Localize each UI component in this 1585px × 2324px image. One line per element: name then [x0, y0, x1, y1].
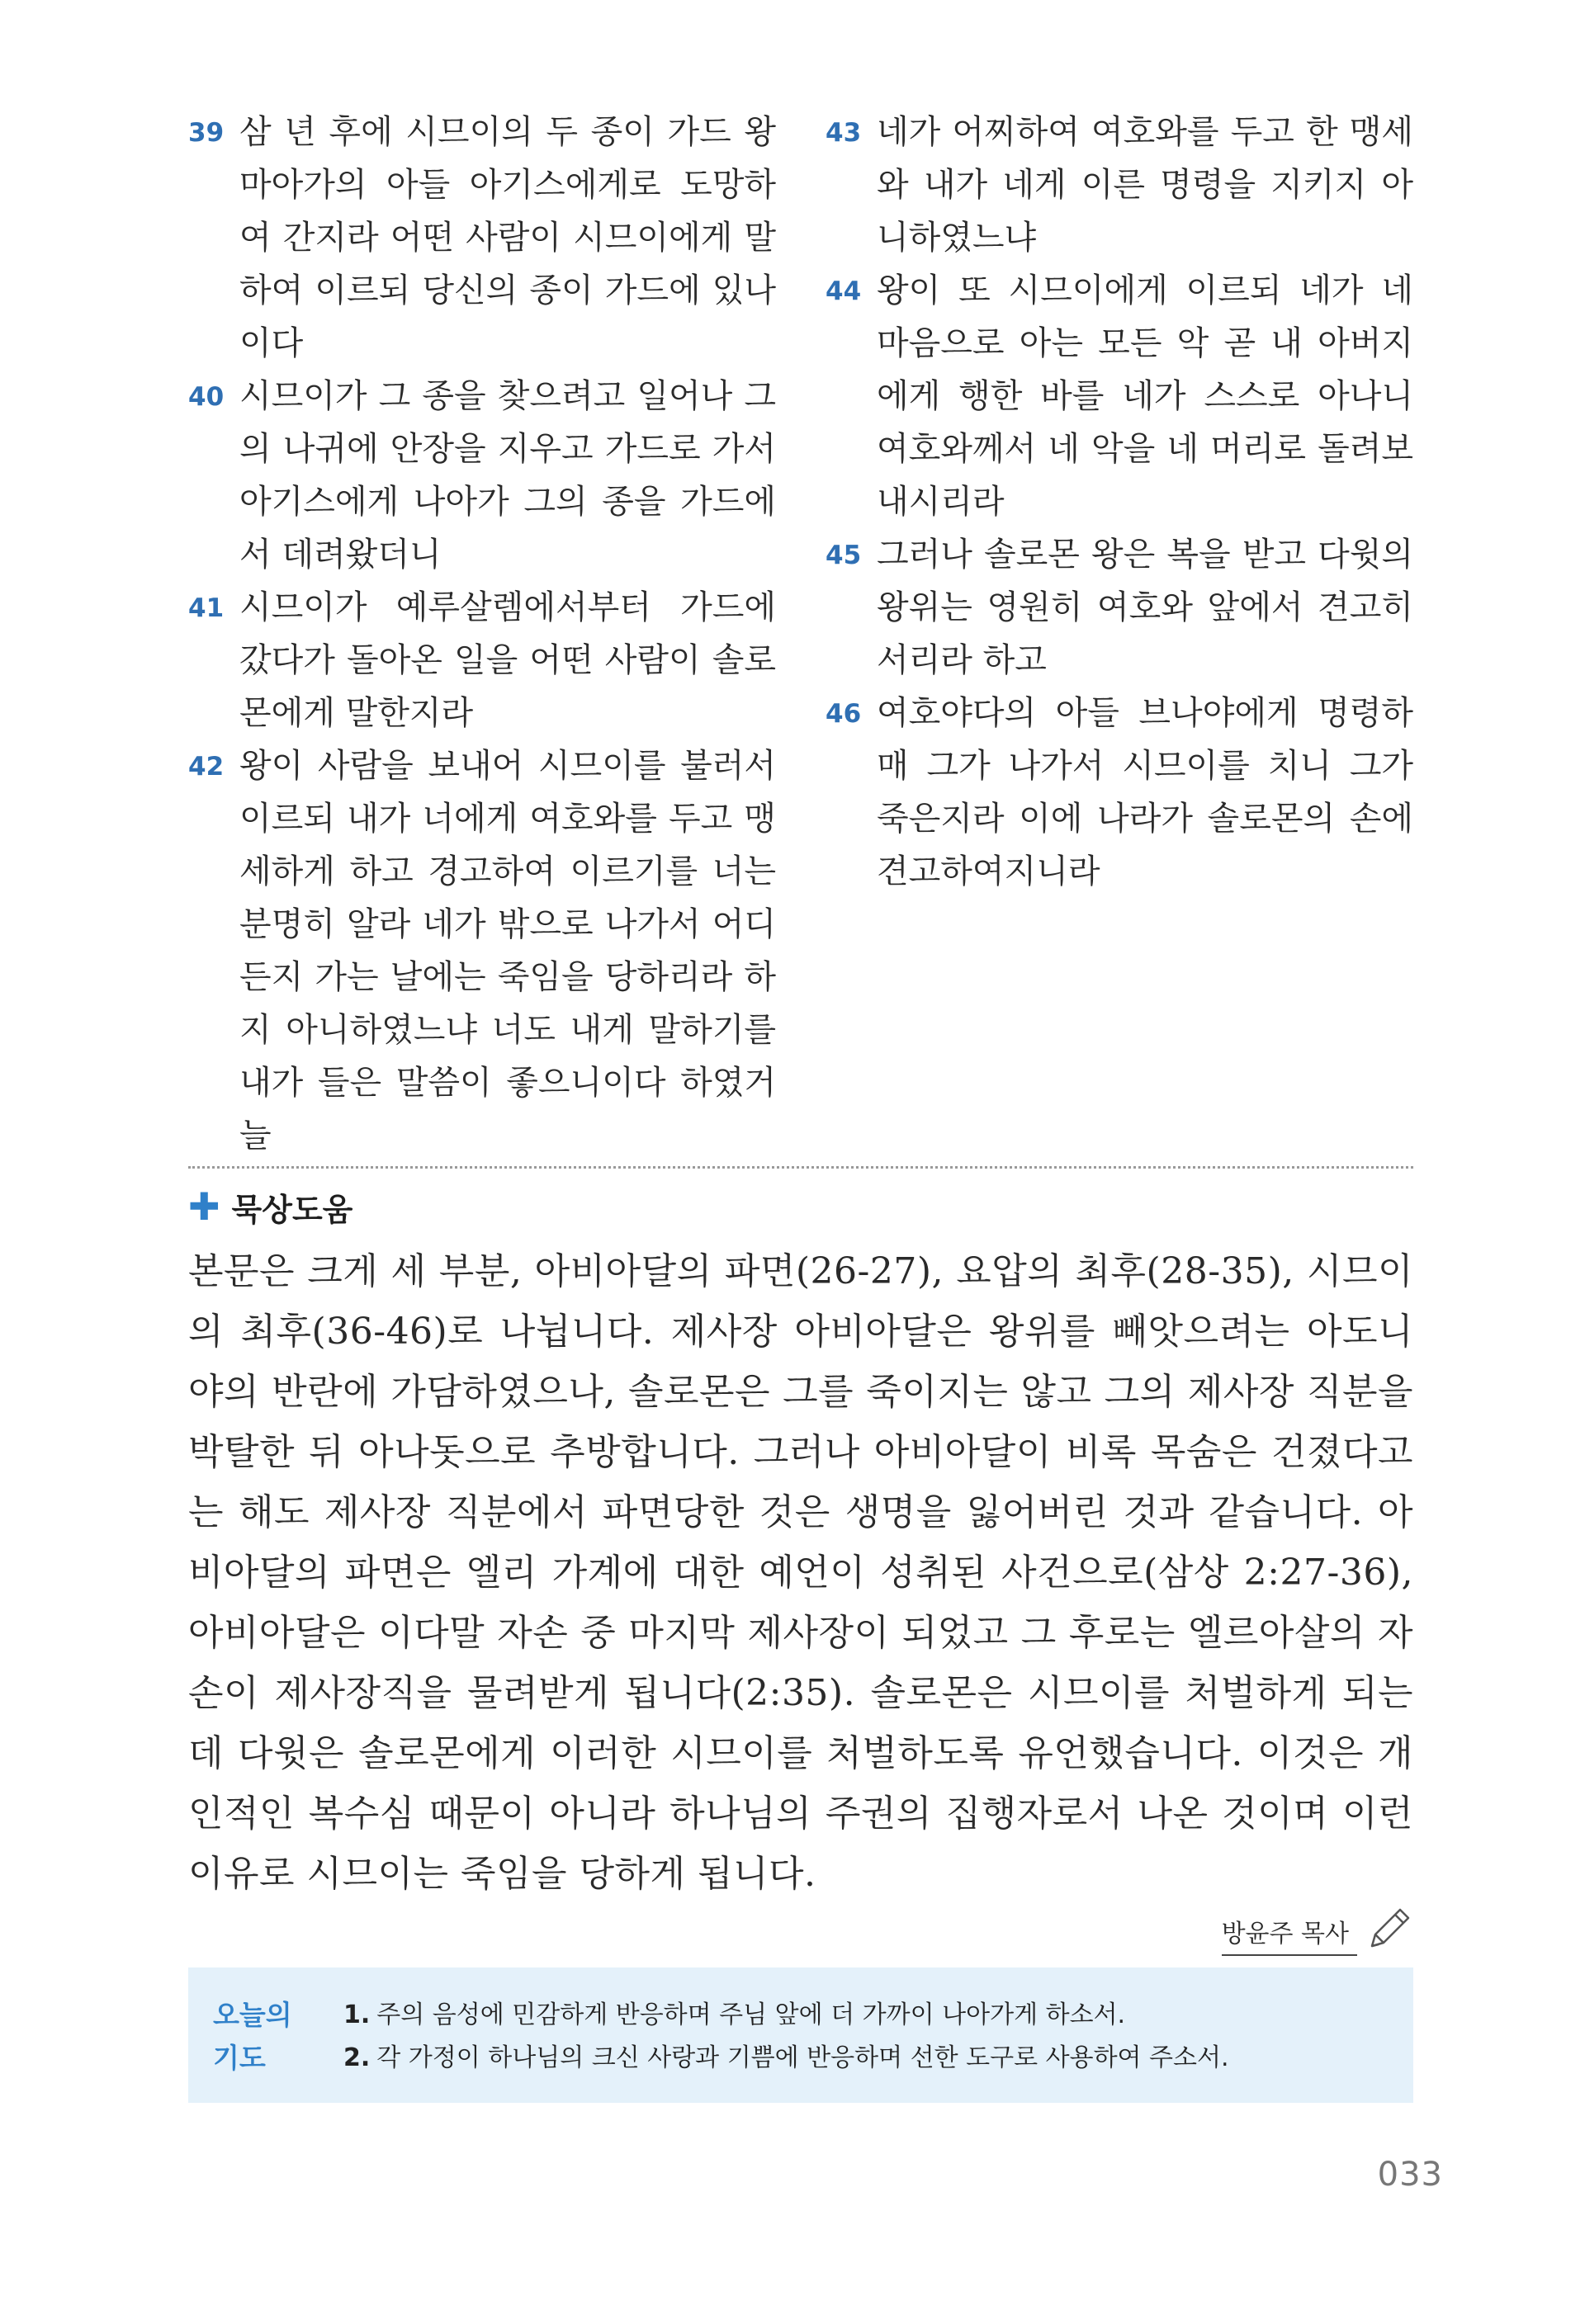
prayer-item-number: 1.	[343, 2000, 371, 2029]
meditation-body: 본문은 크게 세 부분, 아비아달의 파면(26-27), 요압의 최후(28-35), 시므이의 최후(36-46)로 나뉩니다. 제사장 아비아달은 왕위를 빼앗으려는 아도니야의 반란에 가담하였으나, 솔로몬은 그를 죽이지는 않고 그의 제사장 직분을 박탈한 뒤 아나돗으로 추방합니다. 그러나 아비아달이 비록 목숨은 건졌다고는 해도 제사장 직분에서 파면당한 것은 생명을 잃어버린 것과 같습니다. 아비아달의 파면은 엘리 가계에 대한 예언이 성취된 사건으로(삼상 2:27-36), 아비아달은 이다말 자손 중 마지막 제사장이 되었고 그 후로는 엘르아살의 자손이 제사장직을 물려받게 됩니다(2:35). 솔로몬은 시므이를 처벌하게 되는데 다윗은 솔로몬에게 이러한 시므이를 처벌하도록 유언했습니다. 이것은 개인적인 복수심 때문이 아니라 하나님의 주권의 집행자로서 나온 것이며 이런 이유로 시므이는 죽임을 당하게 됩니다.	[188, 1250, 1413, 1895]
prayer-list	[343, 1994, 1392, 2080]
left-column	[188, 106, 776, 1162]
verse-number: 39	[188, 118, 225, 148]
verse-number: 40	[188, 382, 225, 412]
right-column	[826, 106, 1413, 898]
prayer-item	[343, 2037, 1392, 2080]
verse-text: 시므이가 예루살렘에서부터 가드에 갔다가 돌아온 일을 어떤 사람이 솔로몬에게 말한지라	[239, 588, 776, 732]
author-name: 방윤주 목사	[1222, 1913, 1357, 1956]
verse-text: 삼 년 후에 시므이의 두 종이 가드 왕 마아가의 아들 아기스에게로 도망하여 간지라 어떤 사람이 시므이에게 말하여 이르되 당신의 종이 가드에 있나이다	[239, 113, 776, 362]
verse-text: 왕이 사람을 보내어 시므이를 불러서 이르되 내가 너에게 여호와를 두고 맹세하게 하고 경고하여 이르기를 너는 분명히 알라 네가 밖으로 나가서 어디든지 가는 날에는 죽임을 당하리라 하지 아니하였느냐 너도 내게 말하기를 내가 들은 말씀이 좋으니이다 하였거늘	[239, 747, 776, 1155]
verse-number: 43	[826, 118, 862, 148]
prayer-item	[343, 1994, 1392, 2037]
prayer-item-text: 주의 음성에 민감하게 반응하며 주님 앞에 더 가까이 나아가게 하소서.	[376, 2000, 1126, 2029]
meditation-heading	[188, 1182, 352, 1231]
prayer-label	[213, 1994, 304, 2080]
prayer-item-number: 2.	[343, 2043, 371, 2072]
pencil-icon	[1362, 1905, 1413, 1956]
prayer-label-line: 기도	[213, 2042, 266, 2074]
verse-text: 시므이가 그 종을 찾으려고 일어나 그의 나귀에 안장을 지우고 가드로 가서 아기스에게 나아가 그의 종을 가드에서 데려왔더니	[239, 377, 776, 574]
verse-number: 44	[826, 276, 862, 306]
verse	[826, 264, 1413, 528]
verse-number: 45	[826, 541, 862, 570]
verse	[826, 106, 1413, 264]
meditation-heading-text: 묵상도움	[231, 1191, 353, 1228]
verse-text: 왕이 또 시므이에게 이르되 네가 네 마음으로 아는 모든 악 곧 내 아버지에게 행한 바를 네가 스스로 아나니 여호와께서 네 악을 네 머리로 돌려보내시리라	[877, 272, 1413, 521]
verse-text: 네가 어찌하여 여호와를 두고 한 맹세와 내가 네게 이른 명령을 지키지 아니하였느냐	[877, 113, 1413, 257]
verse-number: 46	[826, 699, 862, 729]
plus-icon: ✚	[188, 1184, 220, 1229]
verse-number: 42	[188, 752, 225, 782]
verse	[188, 739, 776, 1162]
author-signature	[1222, 1898, 1413, 1956]
verse	[826, 528, 1413, 687]
verse-text: 그러나 솔로몬 왕은 복을 받고 다윗의 왕위는 영원히 여호와 앞에서 견고히 서리라 하고	[877, 536, 1413, 679]
prayer-item-text: 각 가정이 하나님의 크신 사랑과 기쁨에 반응하며 선한 도구로 사용하여 주소서.	[376, 2043, 1229, 2072]
verse-number: 41	[188, 593, 225, 623]
verse	[188, 106, 776, 370]
verse	[188, 581, 776, 739]
verse	[826, 687, 1413, 898]
page-number: 033	[1377, 2156, 1443, 2194]
prayer-box	[188, 1967, 1413, 2103]
verse	[188, 370, 776, 581]
prayer-label-line: 오늘의	[213, 1999, 292, 2031]
section-divider	[188, 1166, 1413, 1169]
verse-text: 여호야다의 아들 브나야에게 명령하매 그가 나가서 시므이를 치니 그가 죽은지라 이에 나라가 솔로몬의 손에 견고하여지니라	[877, 694, 1413, 890]
